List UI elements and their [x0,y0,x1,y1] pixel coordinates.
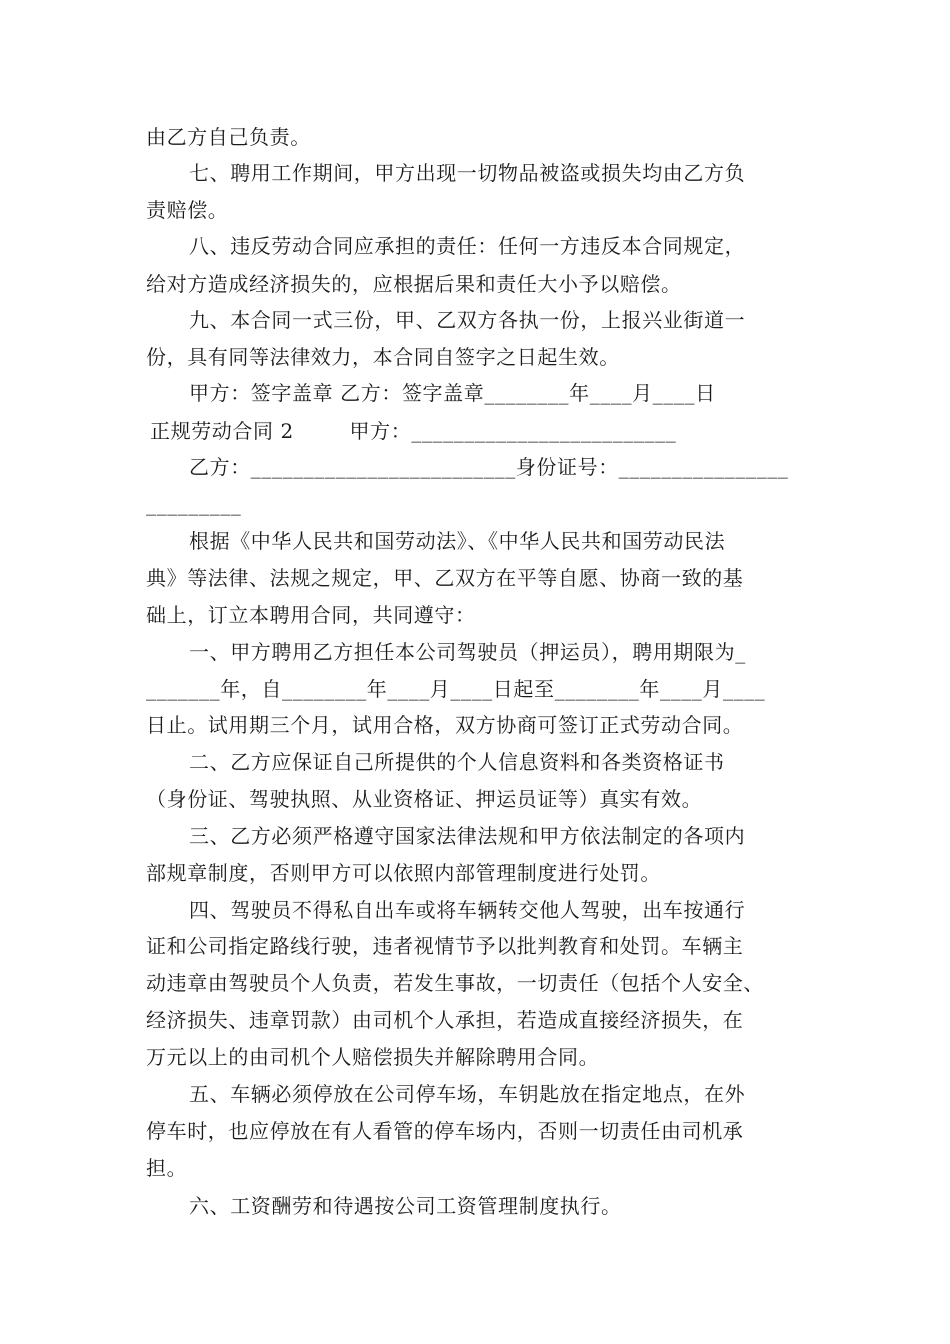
text-line: （身份证、驾驶执照、从业资格证、押运员证等）真实有效。 [146,787,703,811]
text-line: 典》等法律、法规之规定，甲、乙双方在平等自愿、协商一致的基 [146,566,744,590]
signature-line: 甲方：签字盖章 乙方：签字盖章________年____月____日 [189,381,716,405]
preamble: 根据《中华人民共和国劳动法》、《中华人民共和国劳动民法 [189,529,726,553]
text-line: 部规章制度，否则甲方可以依照内部管理制度进行处罚。 [146,861,661,885]
clause-6: 六、工资酬劳和待遇按公司工资管理制度执行。 [189,1194,622,1218]
clause-7: 七、聘用工作期间，甲方出现一切物品被盗或损失均由乙方负 [189,161,746,185]
text-line: 停车时，也应停放在有人看管的停车场内，否则一切责任由司机承 [146,1119,744,1143]
clause-3: 三、乙方必须严格遵守国家法律法规和甲方依法制定的各项内 [189,824,746,848]
blank-continuation: _________ [146,492,242,516]
text-line: 担。 [146,1156,188,1180]
text-line: 万元以上的由司机个人赔偿损失并解除聘用合同。 [146,1045,600,1069]
clause-4: 四、驾驶员不得私自出车或将车辆转交他人驾驶，出车按通行 [189,898,746,922]
clause-5: 五、车辆必须停放在公司停车场，车钥匙放在指定地点，在外 [189,1082,746,1106]
text-line: 日止。试用期三个月，试用合格，双方协商可签订正式劳动合同。 [146,713,744,737]
text-line: 责赔偿。 [146,198,229,222]
clause-1: 一、甲方聘用乙方担任本公司驾驶员（押运员），聘用期限为_ [189,640,746,664]
text-line: 经济损失、违章罚款）由司机个人承担，若造成直接经济损失，在 [146,1008,744,1032]
text-line: 给对方造成经济损失的，应根据后果和责任大小予以赔偿。 [146,272,682,296]
text-line: 证和公司指定路线行驶，违者视情节予以批判教育和处罚。车辆主 [146,934,744,958]
contract-title-party-a: 正规劳动合同 2 甲方：_________________________ [150,419,677,443]
clause-2: 二、乙方应保证自己所提供的个人信息资料和各类资格证书 [189,750,725,774]
text-line: 份，具有同等法律效力，本合同自签字之日起生效。 [146,345,620,369]
text-line: _______年，自________年____月____日起至________年____月____ [146,677,766,701]
text-line: 由乙方自己负责。 [146,125,311,149]
clause-8: 八、违反劳动合同应承担的责任：任何一方违反本合同规定， [189,234,746,258]
party-b-id-line: 乙方：_________________________身份证号：________________ [189,455,789,479]
clause-9: 九、本合同一式三份，甲、乙双方各执一份，上报兴业街道一 [189,308,746,332]
text-line: 动违章由驾驶员个人负责，若发生事故，一切责任（包括个人安全、 [146,971,764,995]
text-line: 础上，订立本聘用合同，共同遵守： [146,603,476,627]
